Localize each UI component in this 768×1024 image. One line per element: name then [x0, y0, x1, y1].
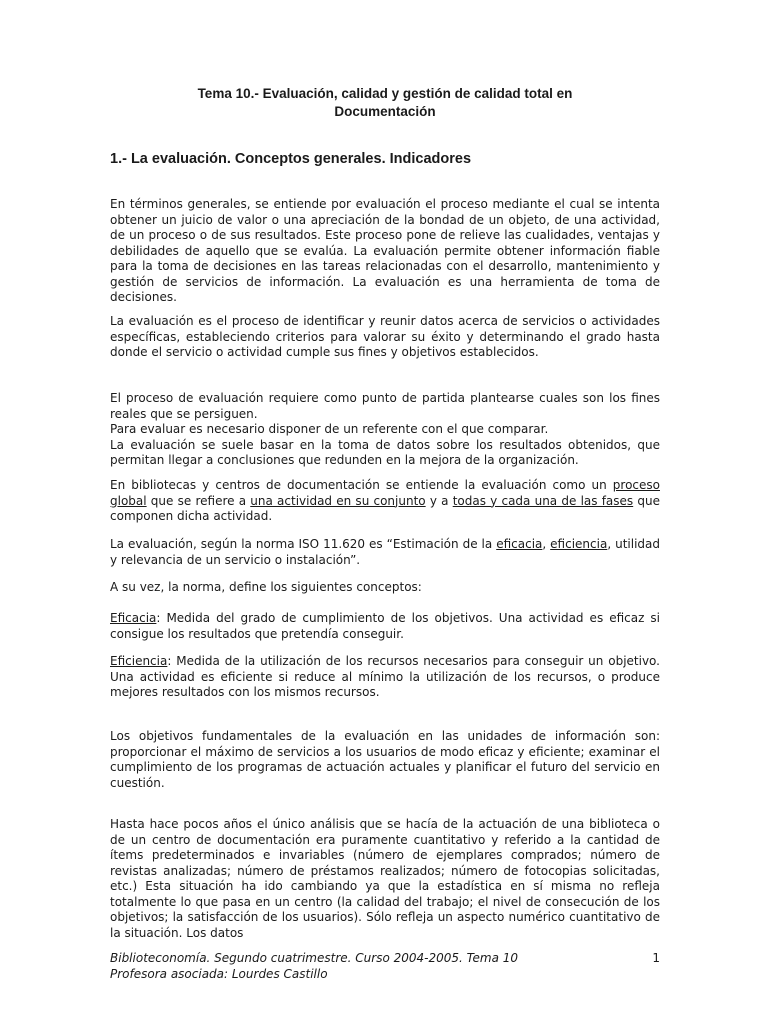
- title-line-1: Tema 10.- Evaluación, calidad y gestión de calidad total en: [197, 86, 573, 101]
- page-number: 1: [652, 951, 660, 965]
- p4-text-d: que componen dicha actividad.: [110, 493, 660, 523]
- definition-eficacia: : Medida del grado de cumplimiento de los objetivos. Una actividad es eficaz si consigue los resultados que pretendía conseguir.: [110, 611, 660, 641]
- p5-text-a: La evaluación, según la norma ISO 11.620 es “Estimación de la: [110, 537, 497, 551]
- document-title: [110, 85, 660, 121]
- p5-underline-eficacia: eficacia: [496, 537, 543, 551]
- p4-text-b: que se refiere a: [146, 493, 251, 508]
- paragraph-1: En términos generales, se entiende por evaluación el proceso mediante el cual se intenta obtener un juicio de valor o una apreciación de la bondad de un objeto, de una actividad, de un proceso o de sus resultados. Este proceso pone de relieve las cualidades, ventajas y debilidades de aquello que se evalúa. La evaluación permite obtener información fiable para la toma de decisiones en las tareas relacionadas con el desarrollo, mantenimiento y gestión de servicios de información. La evaluación es una herramienta de toma de decisiones.: [110, 197, 660, 304]
- paragraph-2: La evaluación es el proceso de identificar y reunir datos acerca de servicios o actividades específicas, estableciendo criterios para valorar su éxito y determinando el grado hasta donde el servicio o actividad cumple sus fines y objetivos establecidos.: [110, 314, 660, 359]
- p4-underline-actividad-conjunto: una actividad en su conjunto: [250, 493, 426, 508]
- paragraph-6: A su vez, la norma, define los siguientes conceptos:: [110, 580, 422, 594]
- section-heading: 1.- La evaluación. Conceptos generales. Indicadores: [110, 151, 472, 167]
- page-footer: [110, 951, 660, 982]
- title-line-2: Documentación: [334, 104, 436, 119]
- p4-text-a: En bibliotecas y centros de documentación se entiende la evaluación como un: [110, 478, 613, 492]
- paragraph-objetivos: Los objetivos fundamentales de la evaluación en las unidades de información son: proporcionar el máximo de servicios a los usuarios de modo eficaz y eficiente; examinar el cumplimiento de los programas de actuación actuales y planificar el futuro del servicio en cuestión.: [110, 729, 660, 790]
- p5-text-b: ,: [542, 537, 551, 551]
- paragraph-3-line-2: Para evaluar es necesario disponer de un referente con el que comparar.: [110, 422, 549, 436]
- definition-eficiencia: : Medida de la utilización de los recursos necesarios para conseguir un objetivo. Una actividad es eficiente si reduce al mínimo la utilización de los recursos, o produce mejores resultados con los mismos recursos.: [110, 654, 660, 699]
- footer-line-1: Biblioteconomía. Segundo cuatrimestre. Curso 2004-2005. Tema 10: [110, 951, 518, 965]
- paragraph-eficiencia: [110, 654, 660, 701]
- paragraph-eficacia: [110, 611, 660, 642]
- p4-text-c: y a: [425, 493, 453, 508]
- paragraph-5: [110, 537, 660, 568]
- term-eficiencia: Eficiencia: [110, 654, 168, 668]
- p4-underline-proceso-global: proceso global: [110, 478, 660, 508]
- paragraph-4: [110, 478, 660, 525]
- p4-underline-todas-fases: todas y cada una de las fases: [452, 493, 634, 508]
- p5-text-c: , utilidad y relevancia de un servicio o instalación”.: [110, 537, 661, 567]
- term-eficacia: Eficacia: [110, 611, 157, 625]
- paragraph-hasta-hace: Hasta hace pocos años el único análisis que se hacía de la actuación de una biblioteca o de un centro de documentación era puramente cuantitativo y referido a la cantidad de ítems predeterminados e invariables (número de ejemplares comprados; número de revistas analizadas; número de préstamos realizados; número de fotocopias solicitadas, etc.) Esta situación ha ido cambiando ya que la estadística en sí misma no refleja totalmente lo que pasa en un centro (la calidad del trabajo; el nivel de consecución de los objetivos; la satisfacción de los usuarios). Sólo refleja un aspecto numérico cuantitativo de la situación. Los datos: [110, 817, 660, 940]
- p5-underline-eficiencia: eficiencia: [550, 537, 608, 551]
- footer-line-2: Profesora asociada: Lourdes Castillo: [110, 966, 328, 981]
- paragraph-3-line-1: El proceso de evaluación requiere como punto de partida plantearse cuales son los fines reales que se persiguen.: [110, 391, 660, 421]
- paragraph-3-line-3: La evaluación se suele basar en la toma de datos sobre los resultados obtenidos, que permitan llegar a conclusiones que redunden en la mejora de la organización.: [110, 437, 660, 467]
- paragraph-3: [110, 391, 660, 469]
